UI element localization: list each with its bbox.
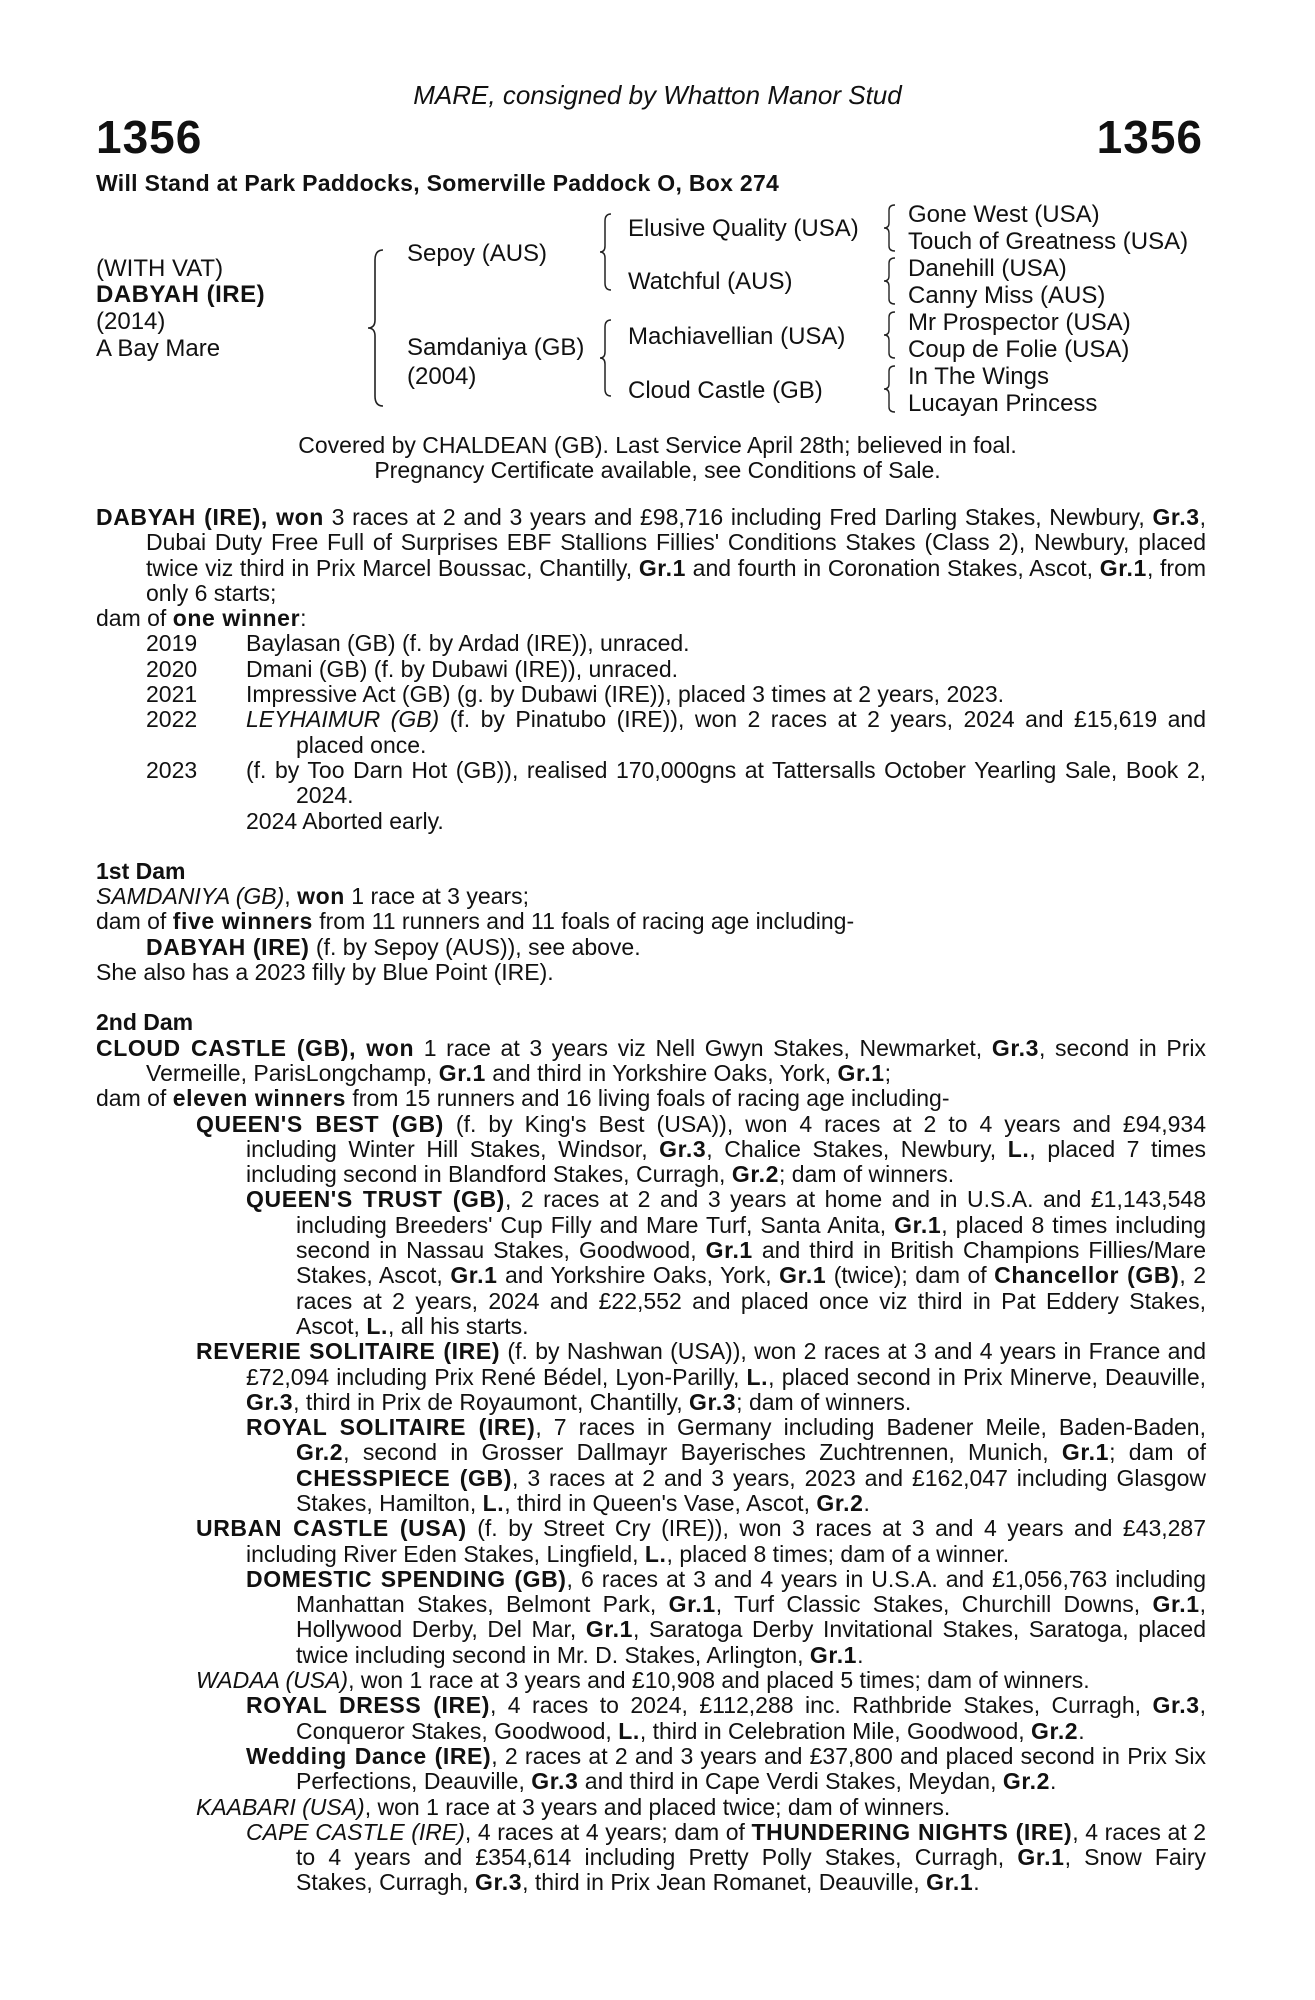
text-run: 1 race at 3 years viz Nell Gwyn Stakes, Newmarket, [414,1034,992,1061]
text-run: . [973,1869,980,1896]
bold-text: Gr.1 [668,1591,716,1618]
bold-text: DOMESTIC SPENDING (GB) [246,1565,567,1592]
pedigree-entry [96,1339,1206,1415]
pedigree-entry [96,1820,1206,1896]
text-run: (f. by King's Best (USA)), won 4 races at 2 to 4 years and £94,934 including Winter Hill Stakes, Windsor, [246,1110,1206,1162]
produce-record [96,631,1206,833]
produce-text [246,758,1206,809]
sire-brace [598,212,614,292]
italic-text: KAABARI (USA) [196,1793,365,1820]
lot-number-right: 1356 [1096,111,1203,163]
text-run: , third in Celebration Mile, Goodwood, [639,1717,1032,1744]
text-run: 2024 Aborted early. [246,807,444,834]
produce-text [246,809,1206,834]
bold-text: Gr.1 [638,554,686,581]
bold-text: URBAN CASTLE (USA) [196,1515,467,1542]
text-run: and third in Yorkshire Oaks, York, [485,1059,838,1086]
bold-text: one winner [172,605,301,632]
text-run: Baylasan (GB) (f. by Ardad (IRE)), unraced. [246,630,690,657]
bold-text: Gr.1 [837,1059,885,1086]
ggp-3: Danehill (USA) [908,255,1067,282]
consignment-line: MARE, consigned by Whatton Manor Stud [413,80,902,110]
bold-text: Gr.2 [1031,1717,1079,1744]
pedigree-entry [96,909,1206,934]
bold-text: ROYAL SOLITAIRE (IRE) [246,1414,536,1441]
produce-text [246,707,1206,758]
bold-text: Gr.3 [991,1034,1039,1061]
bold-text: Gr.1 [450,1262,498,1289]
bold-text: Gr.1 [705,1237,753,1264]
text-run: , 7 races in Germany including Badener Meile, Baden-Baden, [535,1414,1206,1441]
bold-text: Gr.3 [659,1135,707,1162]
text-run: dam of [96,1085,173,1112]
pedigree-entry [96,1036,1206,1087]
text-run: , Chalice Stakes, Newbury, [706,1135,1008,1162]
pedigree-entry [96,1744,1206,1795]
stabling-line: Will Stand at Park Paddocks, Somerville Paddock O, Box 274 [96,170,780,196]
text-run: 1 race at 3 years; [344,883,529,910]
text-run: . [1050,1768,1057,1795]
pedigree-entry [96,1112,1206,1188]
produce-row [96,631,1206,656]
produce-row [96,809,1206,834]
text-run: , third in Prix de Royaumont, Chantilly, [293,1388,690,1415]
dam-name: Samdaniya (GB) [407,334,585,361]
text-run: and third in Cape Verdi Stakes, Meydan, [578,1768,1003,1795]
produce-row [96,707,1206,758]
bold-text: L. [1007,1135,1030,1162]
text-run: ; dam of winners. [779,1161,955,1188]
text-run: (twice); dam of [826,1262,995,1289]
brace-ggp-2 [882,256,898,306]
second-dam-section [96,1036,1206,1896]
text-run: ; [884,1059,892,1086]
brace-ggp-3 [882,310,898,360]
produce-year: 2022 [146,706,198,733]
bold-text: QUEEN'S TRUST (GB) [246,1186,505,1213]
dam-brace [598,318,614,398]
text-run: (f. by Sepoy (AUS)), see above. [309,933,641,960]
ggp-5: Mr Prospector (USA) [908,309,1131,336]
text-run: She also has a 2023 filly by Blue Point (IRE). [96,959,554,986]
text-run: , from only 6 starts; [146,554,1207,606]
horse-summary [96,505,1206,606]
text-run: Dmani (GB) (f. by Dubawi (IRE)), unraced. [246,655,679,682]
text-run: ; dam of winners. [736,1388,912,1415]
ggp-4: Canny Miss (AUS) [908,282,1106,309]
pedigree-entry [96,1516,1206,1567]
bold-text: Gr.1 [926,1869,974,1896]
text-run: , 2 races at 2 years, 2024 and £22,552 and placed once viz third in Pat Eddery Stakes, Ascot, [296,1262,1207,1339]
bold-text: Gr.1 [585,1616,634,1643]
text-run: , [284,883,298,910]
text-run: (f. by Pinatubo (IRE)), won 2 races at 2 years, 2024 and £15,619 and placed once. [296,706,1206,758]
bold-text: Gr.3 [246,1388,294,1415]
catalogue-body [96,505,1206,1896]
covered-line-1: Covered by CHALDEAN (GB). Last Service April 28th; believed in foal. [298,432,1017,458]
bold-text: Gr.2 [1002,1768,1051,1795]
bold-text: Gr.3 [689,1388,737,1415]
produce-row [96,758,1206,809]
bold-text: Gr.1 [1061,1439,1110,1466]
produce-year: 2021 [146,681,198,708]
granddam-maternal: Cloud Castle (GB) [628,377,823,404]
text-run: , 4 races at 4 years; dam of [464,1818,752,1845]
italic-text: SAMDANIYA (GB) [96,883,285,910]
text-run: . [857,1641,864,1668]
covered-line-2: Pregnancy Certificate available, see Conditions of Sale. [374,457,941,483]
ggp-7: In The Wings [908,363,1049,390]
text-run: , Saratoga Derby Invitational Stakes, Saratoga, placed twice including second in Mr. D. Stakes, Arlington, [296,1616,1206,1668]
pedigree-entry [96,1567,1206,1668]
pedigree-entry [96,1693,1206,1744]
dam-of-line [96,606,1206,631]
bold-text: L. [482,1489,505,1516]
bold-text: won [297,883,345,910]
produce-text [246,657,1206,682]
text-run: 3 races at 2 and 3 years and £98,716 including Fred Darling Stakes, Newbury, [323,504,1153,530]
text-run: from 15 runners and 16 living foals of racing age including- [346,1085,950,1112]
text-run: dam of [96,908,173,935]
second-dam-heading: 2nd Dam [96,1009,194,1036]
text-run: , 6 races at 3 and 4 years in U.S.A. and £1,056,763 including Manhattan Stakes, Belmont Park, [296,1565,1206,1618]
produce-row [96,682,1206,707]
bold-text: L. [618,1717,640,1744]
text-run: , 2 races at 2 and 3 years at home and in U.S.A. and £1,143,548 including Breeders' Cup Filly and Mare Turf, Santa Anita, [296,1186,1206,1238]
text-run: , Dubai Duty Free Full of Surprises EBF Stallions Fillies' Conditions Stakes (Class 2), Newbury, placed twice viz third in Prix Marcel Boussac, Chantilly, [146,504,1206,581]
bold-text: Gr.1 [438,1059,486,1086]
text-run: , placed second in Prix Minerve, Deauville, [768,1363,1207,1390]
grandsire-maternal: Machiavellian (USA) [628,323,846,350]
bold-text: CHESSPIECE (GB) [296,1464,513,1491]
brace-ggp-1 [882,203,898,253]
ggp-2: Touch of Greatness (USA) [908,228,1189,255]
text-run: : [300,605,307,632]
horse-description: A Bay Mare [96,335,221,362]
bold-text: Gr.3 [531,1768,579,1795]
horse-name: DABYAH (IRE) [96,281,266,308]
bold-text: Gr.1 [894,1211,942,1238]
text-run: dam of [96,605,173,632]
text-run: and Yorkshire Oaks, York, [497,1262,780,1289]
first-dam-section [96,884,1206,985]
pedigree-entry [96,1086,1206,1111]
italic-text: WADAA (USA) [196,1667,349,1694]
produce-text [246,631,1206,656]
bold-text: DABYAH (IRE) [146,933,310,960]
text-run: , 4 races at 2 to 4 years and £354,614 including Pretty Polly Stakes, Curragh, [296,1818,1206,1871]
pedigree-entry [96,1187,1206,1339]
text-run: , 3 races at 2 and 3 years, 2023 and £162,047 including Glasgow Stakes, Hamilton, [296,1464,1206,1516]
bold-text: THUNDERING NIGHTS (IRE) [751,1818,1073,1845]
ggp-6: Coup de Folie (USA) [908,336,1130,363]
bold-text: L. [644,1540,667,1567]
text-run: , Snow Fairy Stakes, Curragh, [296,1844,1206,1896]
brace-ggp-4 [882,364,898,414]
bold-text: eleven winners [172,1085,347,1112]
pedigree-entry [96,1668,1206,1693]
ggp-8: Lucayan Princess [908,390,1098,417]
text-run: (f. by Street Cry (IRE)), won 3 races at 3 and 4 years and £43,287 including River Eden Stakes, Lingfield, [246,1515,1207,1567]
bold-text: Gr.1 [779,1262,827,1289]
text-run: , third in Queen's Vase, Ascot, [504,1489,817,1516]
bold-text: REVERIE SOLITAIRE (IRE) [196,1338,501,1365]
pedigree-entry [96,1795,1206,1820]
ggp-1: Gone West (USA) [908,201,1100,228]
italic-text: CAPE CASTLE (IRE) [246,1818,465,1845]
text-run: . [863,1489,870,1516]
text-run: , Hollywood Derby, Del Mar, [296,1591,1207,1643]
text-run: and third in British Champions Fillies/Mare Stakes, Ascot, [296,1237,1206,1289]
text-run: from 11 runners and 11 foals of racing age including- [312,908,855,935]
pedigree-entry [96,935,1206,960]
bold-text: Wedding Dance (IRE) [246,1742,492,1769]
sire-name: Sepoy (AUS) [407,240,548,267]
bold-text: Chancellor (GB) [994,1262,1180,1289]
grandsire-paternal: Elusive Quality (USA) [628,215,859,242]
pedigree-entry [96,1415,1206,1516]
produce-year: 2019 [146,630,198,657]
lot-number-left: 1356 [96,111,203,163]
text-run: , Conqueror Stakes, Goodwood, [296,1692,1207,1744]
granddam-paternal: Watchful (AUS) [628,268,793,295]
text-run: and fourth in Coronation Stakes, Ascot, [685,554,1100,581]
text-run: , placed 8 times; dam of a winner. [666,1540,1010,1567]
pedigree-entry [96,884,1206,909]
text-run: , 4 races to 2024, £112,288 inc. Rathbride Stakes, Curragh, [489,1692,1153,1719]
produce-year [96,809,246,834]
bold-text: Gr.3 [474,1869,523,1896]
text-run: , third in Prix Jean Romanet, Deauville, [522,1869,927,1896]
text-run: , placed 8 times including second in Nassau Stakes, Goodwood, [296,1211,1206,1264]
text-run: (f. by Nashwan (USA)), won 2 races at 3 and 4 years in France and £72,094 including Prix René Bédel, Lyon-Parilly, [246,1338,1206,1390]
bold-text: Gr.1 [809,1641,858,1668]
bold-text: Gr.3 [1152,1692,1200,1719]
text-run: , won 1 race at 3 years and £10,908 and placed 5 times; dam of winners. [348,1667,1090,1694]
text-run: , won 1 race at 3 years and placed twice; dam of winners. [364,1793,951,1820]
text-run: (f. by Too Darn Hot (GB)), realised 170,000gns at Tattersalls October Yearling Sale, Book 2, 2024. [246,756,1206,809]
text-run: , second in Prix Vermeille, ParisLongchamp, [146,1034,1206,1086]
bold-text: five winners [172,908,313,935]
bold-text: CLOUD CASTLE (GB), won [96,1034,415,1061]
bold-text: Gr.1 [1152,1591,1200,1618]
horse-year: (2014) [96,308,166,335]
bold-text: ROYAL DRESS (IRE) [246,1692,490,1719]
dam-year: (2004) [407,363,477,390]
bold-text: Gr.2 [816,1489,864,1516]
bold-text: QUEEN'S BEST (GB) [196,1110,444,1137]
produce-text [246,682,1206,707]
text-run: , second in Grosser Dallmayr Bayerisches Zuchtrennen, Munich, [343,1439,1062,1466]
produce-year: 2023 [146,756,198,783]
pedigree-brace [365,248,387,408]
bold-text: Gr.2 [296,1439,344,1466]
text-run: , placed 7 times including second in Blandford Stakes, Curragh, [246,1135,1206,1188]
text-run: . [1078,1717,1085,1744]
bold-text: Gr.2 [731,1161,779,1188]
produce-year: 2020 [146,655,198,682]
bold-text: Gr.3 [1152,504,1200,530]
text-run: , Turf Classic Stakes, Churchill Downs, [715,1591,1153,1618]
bold-text: Gr.1 [1099,554,1147,581]
first-dam-heading: 1st Dam [96,857,186,884]
bold-text: L. [366,1312,388,1339]
bold-text: DABYAH (IRE), won [96,504,324,530]
italic-text: LEYHAIMUR (GB) [246,706,440,733]
bold-text: Gr.1 [1017,1844,1065,1871]
text-run: , all his starts. [387,1312,529,1339]
vat-note: (WITH VAT) [96,255,224,282]
text-run: , 2 races at 2 and 3 years and £37,800 and placed second in Prix Six Perfections, Deauville, [296,1742,1207,1795]
bold-text: L. [746,1363,769,1390]
produce-row [96,657,1206,682]
text-run: ; dam of [1109,1439,1206,1466]
pedigree-entry [96,960,1206,985]
text-run: Impressive Act (GB) (g. by Dubawi (IRE)), placed 3 times at 2 years, 2023. [246,681,1005,708]
